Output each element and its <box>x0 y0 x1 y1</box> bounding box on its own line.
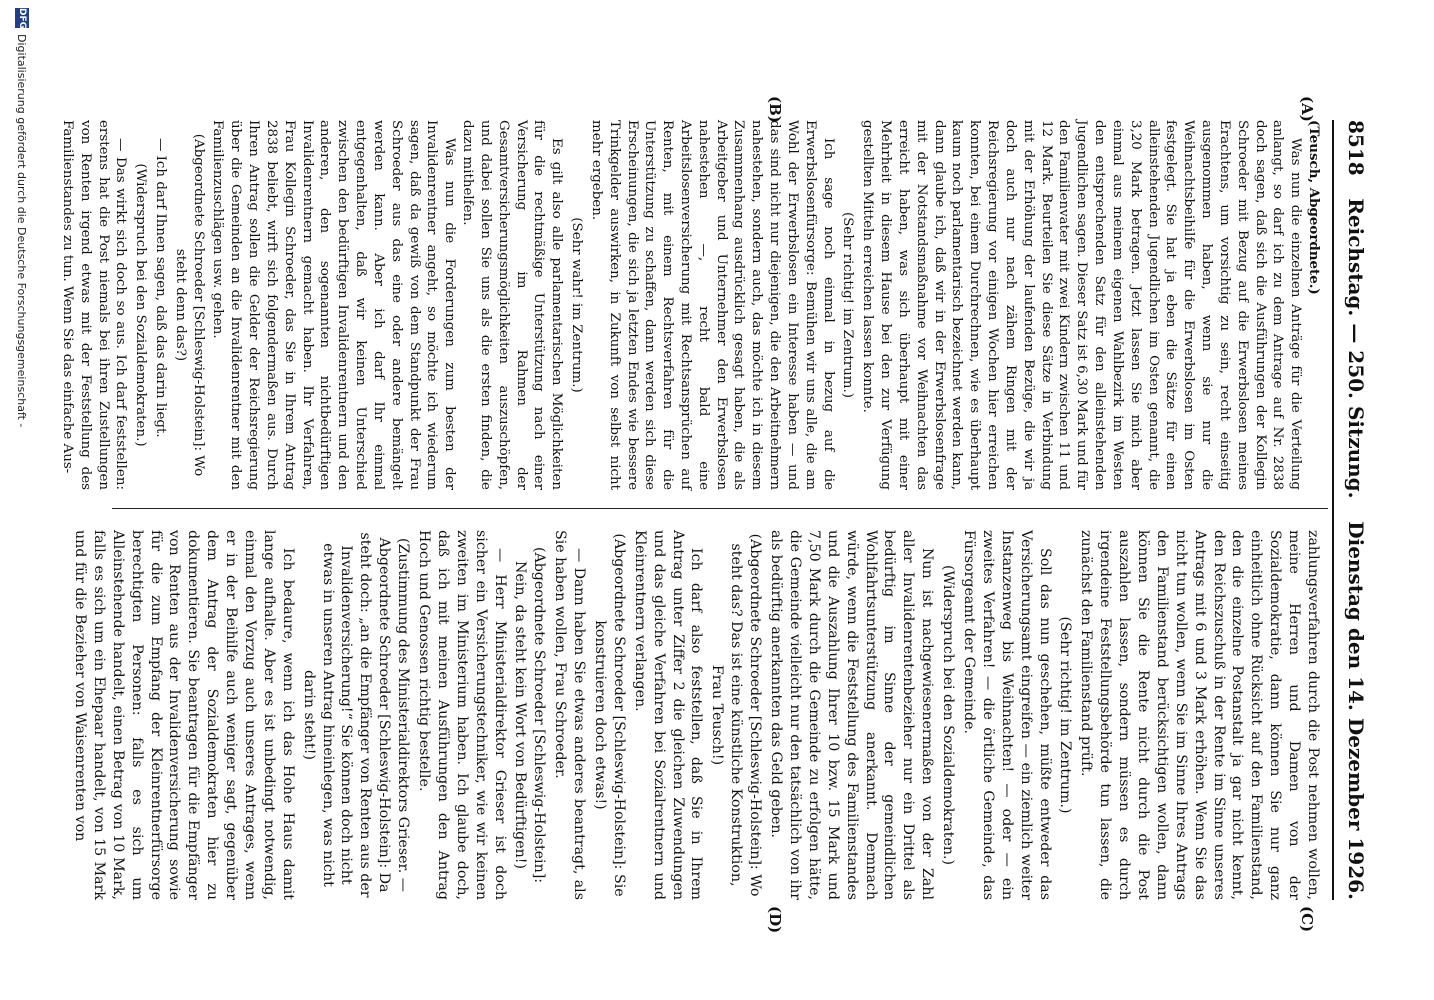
paragraph: Soll das nun geschehen, müßte entweder das Versicherungsamt eingreifen — ein ziemlich weiter Instanzenweg bis Weihnachten! — oder — ein zweites Verfahren! — die örtliche Gemeinde, das Fürsorgeamt der Gemeinde. <box>960 530 1053 900</box>
margin-letter-d: (D) <box>766 906 784 934</box>
page-title: Reichstag. — 250. Sitzung. <box>1344 198 1368 499</box>
interjection: (Widerspruch bei den Sozialdemokraten.) <box>940 564 957 866</box>
margin-letter-b: (B) <box>766 96 784 123</box>
speaker-line: (Teusch, Abgeordnete.) <box>1306 120 1322 295</box>
column-divider <box>112 508 1328 509</box>
header-rule <box>1332 120 1334 900</box>
interjection: (Zustimmung des Ministerialdirektors Grieser. — Abgeordnete Schroeder [Schleswig-Holstein]: Da steht doch: „an die Empfänger von Renten aus der Invalidenversicherung!“ Sie können doch nicht etwas in unseren Antrag hineinlegen, was nicht darin steht!) <box>300 532 412 898</box>
credit-text: Digitalisierung gefördert durch die Deutsche Forschungsgemeinschaft - <box>15 34 29 428</box>
right-column <box>70 530 1322 900</box>
paragraph: Nun ist nachgewiesenermaßen von der Zahl aller Invalidenrentenbezieher nur ein Drittel als bedürftig im Sinne der gemeindlichen Wohlfahrtsunterstützung anerkannt. Demnach würde, wenn die Feststellung des Familienstandes und die Auszahlung Ihrer 10 bzw. 15 Mark und 7,50 Mark durch die Gemeinde zu erfolgen hätte, die Gemeinde vielleicht nur den tatsächlich von ihr als bedürftig anerkannten das Geld geben. <box>768 530 936 900</box>
paragraph: — Das wirkt sich doch so aus. Ich darf feststellen: erstens hat die Post niemals bei ihren Zustellungen von Renten irgend etwas mit der Feststellung des Familienstandes zu tun. Wenn Sie das einfache Aus- <box>59 120 129 490</box>
interjection: (Abgeordnete Schroeder [Schleswig-Holstein]: Nein, da steht kein Wort von Bedürftigen!) <box>512 546 548 884</box>
interjection: (Widerspruch bei den Sozialdemokraten.) <box>133 163 149 447</box>
interjection: (Abgeordnete Schroeder [Schleswig-Holstein]: Wo steht denn das?) <box>172 133 206 477</box>
paragraph: — Dann haben Sie etwas anderes beantragt, als Sie haben wollen, Frau Schroeder. <box>552 530 588 900</box>
interjection: (Abgeordnete Schroeder [Schleswig-Holstein]: Wo steht das? Das ist eine künstliche Konstruktion, Frau Teusch!) <box>709 533 764 897</box>
running-header <box>1336 120 1376 900</box>
left-column <box>58 120 1322 490</box>
paragraph: — Ich darf Ihnen sagen, daß das darin liegt. <box>153 138 168 438</box>
paragraph: Was nun die einzelnen Anträge für die Verteilung anlangt, so darf ich zu dem Antrage auf Nr. 2838 doch sagen, daß sich die Ausführungen der Kollegin Schroeder mit Bezug auf die Erwerbslosen meines Erachtens, um vorsichtig zu sein, recht einseitig ausgenommen haben, wenn sie nur die Weihnachtsbeihilfe für die Erwerbslosen im Osten festgelegt. Sie hat ja eben die Sätze für einen alleinstehenden Jugendlichen im Osten genannt, die 3,20 Mark betragen. Jetzt lassen Sie mich aber einmal aus meinem eigenen Wahlbezirk im Westen den entsprechenden Satz für den alleinstehenden Jugendlichen sagen. Dieser Satz ist 6,30 Mark und für den Familienvater mit zwei Kindern zwischen 11 und 12 Mark. Beurteilen Sie diese Sätze in Verbindung mit der Erhöhung der laufenden Bezüge, die wir ja doch auch nur nach zähem Ringen mit der Reichsregierung vor einigen Wochen hier erreichen konnten, bei einem Durchrechnen, wie es überhaupt kaum noch parlamentarisch bezeichnet werden kann, dann glaube ich, daß wir in der Erwerbslosenfrage mit der Notstandsmaßnahme vor Weihnachten das erreicht haben, was sich überhaupt mit einer Mehrheit in diesem Hause bei den zur Verfügung gestellten Mitteln erreichen lassen konnte. <box>860 120 1304 490</box>
interjection: (Sehr richtig! im Zentrum.) <box>1057 616 1074 814</box>
digitization-credit <box>10 0 34 1000</box>
session-date: Dienstag den 14. Dezember 1926. <box>1344 521 1368 900</box>
paragraph: zahlungsverfahren durch die Post nehmen wollen, meine Herren und Damen von der Sozialdemokratie, dann können Sie nur ganz einheitlich ohne Rücksicht auf den Familienstand, den die einzelne Postanstalt ja gar nicht kennt, den Reichszuschuß in der Rente im Sinne unseres Antrags mit 6 und 3 Mark erhöhen. Wenn Sie das nicht tun wollen, wenn Sie im Sinne Ihres Antrags den Familienstand berücksichtigen wollen, dann können Sie die Rente nicht durch die Post auszahlen lassen, sondern müssen es durch irgendeine Feststellungsbehörde tun lassen, die zunächst den Familienstand prüft. <box>1078 530 1321 900</box>
margin-letter-a: (A) <box>1298 96 1316 122</box>
paragraph: Ich darf also feststellen, daß Sie in Ihrem Antrag unter Ziffer 2 die gleichen Zuwendungen und das gleiche Verfahren bei Sozialrentnern und Kleinrentnern verlangen. <box>631 530 705 900</box>
interjection: (Abgeordnete Schroeder [Schleswig-Holstein]: Sie konstruieren doch etwas!) <box>592 533 627 897</box>
margin-letter-c: (C) <box>1298 906 1316 933</box>
page-number: 8518 <box>1344 120 1368 176</box>
paragraph: Was nun die Forderungen zum besten der Invalidenrentner angeht, so möchte ich wiederum sagen, daß da gewiß von dem Standpunkt der Frau Schroeder aus das eine oder andere bemängelt werden kann. Aber ich darf Ihr einmal entgegenhalten, daß wir keinen Unterschied zwischen den bedürftigen Invalidenrentnern und den anderen, den sogenannten nichtbedürftigen Invalidenrentnern gemacht haben. Ihr Verfahren, Frau Kollegin Schroeder, das Sie in Ihrem Antrag 2838 beliebt, wirft sich folgendermaßen aus. Durch Ihren Antrag sollen die Gelder der Reichsregierung über die Gemeinden an die Invalidenrentner mit den Familienzuschlägen usw. gehen. <box>210 120 458 490</box>
paragraph: Ich bedaure, wenn ich das Hohe Haus damit lange aufhalte. Aber es ist unbedingt notwendig, einmal den Vorzug auch unseres Antrages, wenn er in der Beihilfe auch weniger sagt, gegenüber dem Antrag der Sozialdemokraten hier zu dokumentieren. Sie beantragen für die Empfänger von Renten aus der Invalidenversicherung sowie für die zum Empfang der Kleinrentnerfürsorge berechtigten Personen: falls es sich um Alleinstehende handelt, einen Betrag von 10 Mark, falls es sich um ein Ehepaar handelt, von 15 Mark und für die Bezieher von Waisenrenten von <box>72 530 296 900</box>
paragraph: Es gilt also alle parlamentarischen Möglichkeiten für die rechtmäßige Unterstützung nach einer Versicherung im Rahmen der Gesamtversicherungsmöglichkeiten auszuschöpfen, und dabei sollen Sie uns als die ersten finden, die dazu mithelfen. <box>460 120 565 490</box>
paragraph: Ich sage noch einmal in bezug auf die Erwerbslosenfürsorge: Bemühen wir uns alle, die am Wohl der Erwerbslosen ein Interesse haben — und das sind nicht nur diejenigen, die den Arbeitnehmern nahestehen, sondern auch, das möchte ich in diesem Zusammenhang ausdrücklich gesagt haben, die als Arbeitgeber und Unternehmer den Erwerbslosen nahestehen —, recht bald eine Arbeitslosenversicherung mit Rechtsansprüchen auf Renten, mit einem Rechtsverfahren für die Unterstützung zu schaffen, dann werden sich diese Erscheinungen, die sich ja letzten Endes wie bessere Trinkgelder auswirken, in Zukunft von selbst nicht mehr ergeben. <box>588 120 836 490</box>
dfg-logo: DFG <box>17 8 27 30</box>
interjection: (Sehr wahr! im Zentrum.) <box>569 217 585 393</box>
paragraph: — Herr Ministerialdirektor Grieser ist doch sicher ein Versicherungstechniker, wie wir keinen zweiten im Ministerium haben. Ich glaube doch, daß ich mit meinen Ausführungen den Antrag Hoch und Genossen richtig bestelle. <box>416 530 508 900</box>
interjection: (Sehr richtig! im Zentrum.) <box>840 212 856 398</box>
